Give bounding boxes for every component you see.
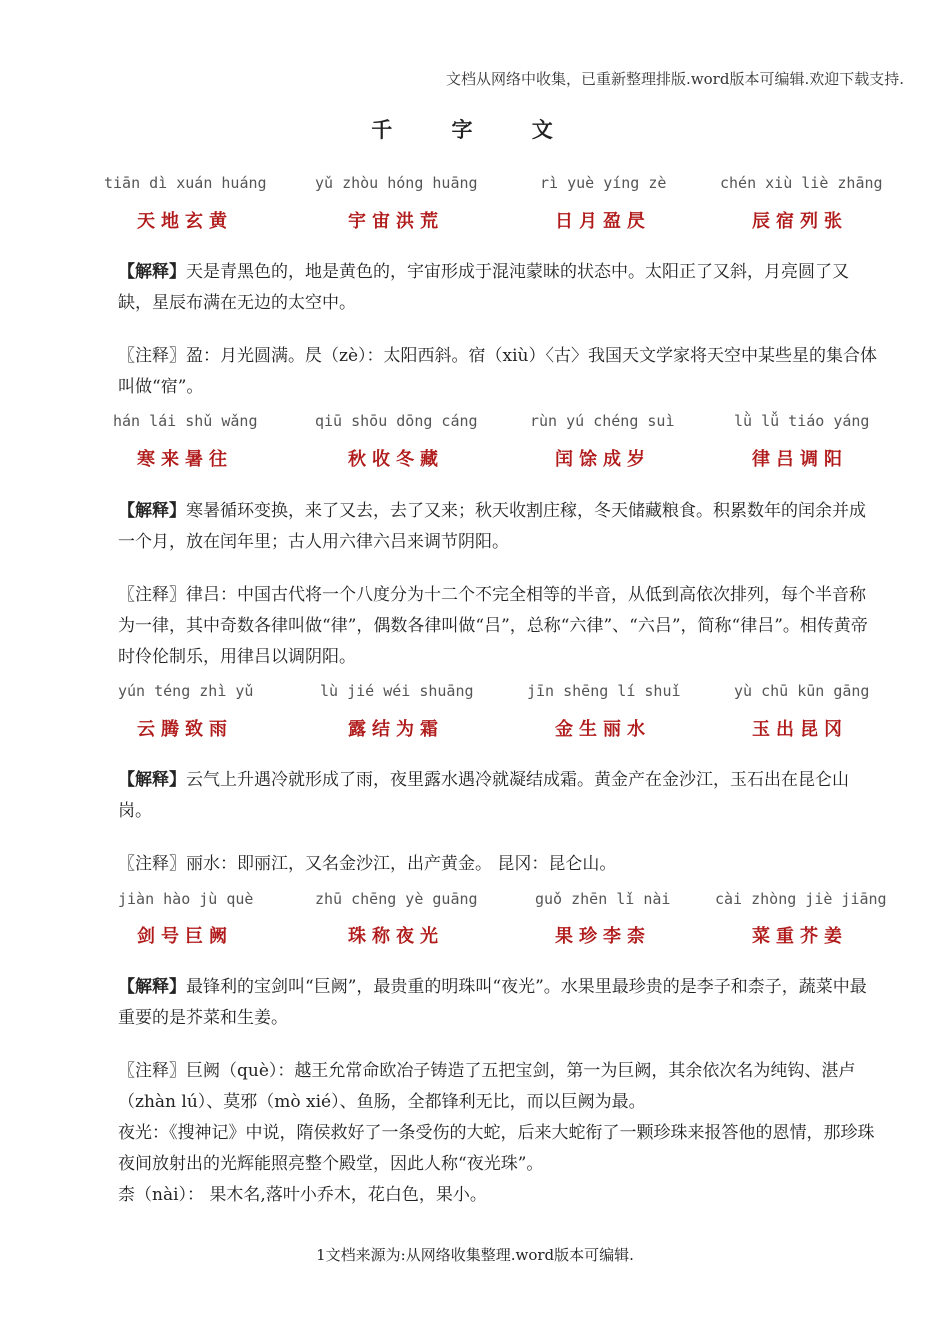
hanzi-phrase: 天地玄黄 xyxy=(137,211,233,232)
pinyin-phrase: rì yuè yíng zè xyxy=(540,174,667,192)
hanzi-row xyxy=(0,445,950,477)
pinyin-phrase: hán lái shǔ wǎng xyxy=(113,412,258,430)
hanzi-phrase: 珠称夜光 xyxy=(348,926,444,947)
hanzi-phrase: 日月盈昃 xyxy=(555,211,651,232)
hanzi-row xyxy=(0,922,950,954)
hanzi-phrase: 律吕调阳 xyxy=(752,449,848,470)
hanzi-phrase: 玉出昆冈 xyxy=(752,719,848,740)
annotation-text: 柰（nài）： 果木名,落叶小乔木，花白色，果小。 xyxy=(118,1185,487,1205)
explanation-label: 【解释】 xyxy=(118,501,186,521)
pinyin-phrase: tiān dì xuán huáng xyxy=(104,174,267,192)
hanzi-phrase: 辰宿列张 xyxy=(752,211,848,232)
pinyin-phrase: yǔ zhòu hóng huāng xyxy=(315,174,478,192)
explanation-paragraph xyxy=(118,496,882,558)
explanation-text: 天是青黑色的，地是黄色的，宇宙形成于混沌蒙昧的状态中。太阳正了又斜，月亮圆了又缺，星辰布满在无边的太空中。 xyxy=(118,262,849,313)
pinyin-phrase: guǒ zhēn lǐ nài xyxy=(535,890,671,908)
hanzi-phrase: 剑号巨阙 xyxy=(137,926,233,947)
hanzi-phrase: 宇宙洪荒 xyxy=(348,211,444,232)
annotation-text: 夜光：《搜神记》中说，隋侯救好了一条受伤的大蛇，后来大蛇衔了一颗珍珠来报答他的恩情，那珍珠夜间放射出的光辉能照亮整个殿堂，因此人称“夜光珠”。 xyxy=(118,1123,875,1174)
explanation-label: 【解释】 xyxy=(118,977,186,997)
pinyin-phrase: cài zhòng jiè jiāng xyxy=(715,890,887,908)
hanzi-phrase: 菜重芥姜 xyxy=(752,926,848,947)
pinyin-phrase: lù jié wéi shuāng xyxy=(320,682,474,700)
pinyin-phrase: yù chū kūn gāng xyxy=(734,682,870,700)
header-note: 文档从网络中收集，已重新整理排版.word版本可编辑.欢迎下载支持. xyxy=(446,70,904,88)
annotation-paragraph: 〖注释〗盈：月光圆满。昃（zè）：太阳西斜。宿（xiù）〈古〉我国天文学家将天空中某些星的集合体叫做“宿”。 xyxy=(118,346,877,397)
explanation-paragraph xyxy=(118,257,882,319)
explanation-label: 【解释】 xyxy=(118,770,186,790)
pinyin-row xyxy=(0,682,950,714)
pinyin-phrase: qiū shōu dōng cáng xyxy=(315,412,478,430)
page-title: 千 字 文 xyxy=(371,118,579,142)
pinyin-row xyxy=(0,174,950,206)
pinyin-row xyxy=(0,890,950,922)
pinyin-phrase: rùn yú chéng suì xyxy=(530,412,675,430)
explanation-text: 最锋利的宝剑叫“巨阙”，最贵重的明珠叫“夜光”。水果里最珍贵的是李子和柰子，蔬菜中最重要的是芥菜和生姜。 xyxy=(118,977,867,1028)
hanzi-phrase: 寒来暑往 xyxy=(137,449,233,470)
hanzi-phrase: 闰馀成岁 xyxy=(555,449,651,470)
pinyin-phrase: jiàn hào jù què xyxy=(118,890,254,908)
explanation-text: 云气上升遇冷就形成了雨，夜里露水遇冷就凝结成霜。黄金产在金沙江，玉石出在昆仑山岗。 xyxy=(118,770,849,821)
pinyin-phrase: chén xiù liè zhāng xyxy=(720,174,883,192)
hanzi-phrase: 果珍李柰 xyxy=(555,926,651,947)
footer-note: 1文档来源为:从网络收集整理.word版本可编辑. xyxy=(316,1246,634,1264)
hanzi-phrase: 秋收冬藏 xyxy=(348,449,444,470)
annotation-paragraph: 〖注释〗丽水：即丽江，又名金沙江，出产黄金。 昆冈：昆仑山。 xyxy=(118,854,617,874)
hanzi-row xyxy=(0,207,950,239)
explanation-paragraph xyxy=(118,765,882,827)
pinyin-phrase: zhū chēng yè guāng xyxy=(315,890,478,908)
pinyin-row xyxy=(0,412,950,444)
annotation-paragraph xyxy=(118,1056,882,1211)
pinyin-phrase: yún téng zhì yǔ xyxy=(118,682,254,700)
explanation-paragraph xyxy=(118,972,882,1034)
explanation-label: 【解释】 xyxy=(118,262,186,282)
hanzi-row xyxy=(0,715,950,747)
annotation-paragraph: 〖注释〗律吕：中国古代将一个八度分为十二个不完全相等的半音，从低到高依次排列，每个半音称为一律，其中奇数各律叫做“律”，偶数各律叫做“吕”，总称“六律”、“六吕”，简称“律吕”。相传黄帝时伶伦制乐，用律吕以调阴阳。 xyxy=(118,585,868,667)
explanation-text: 寒暑循环变换，来了又去，去了又来；秋天收割庄稼，冬天储藏粮食。积累数年的闰余并成一个月，放在闰年里；古人用六律六吕来调节阴阳。 xyxy=(118,501,866,552)
pinyin-phrase: jīn shēng lí shuǐ xyxy=(527,682,681,700)
hanzi-phrase: 云腾致雨 xyxy=(137,719,233,740)
pinyin-phrase: lǜ lǚ tiáo yáng xyxy=(734,412,870,430)
annotation-text: 〖注释〗巨阙（què）：越王允常命欧冶子铸造了五把宝剑，第一为巨阙，其余依次名为纯钩、湛卢（zhàn lú）、莫邪（mò xié）、鱼肠，全都锋利无比，而以巨阙为最。 xyxy=(118,1061,856,1112)
hanzi-phrase: 金生丽水 xyxy=(555,719,651,740)
hanzi-phrase: 露结为霜 xyxy=(348,719,444,740)
